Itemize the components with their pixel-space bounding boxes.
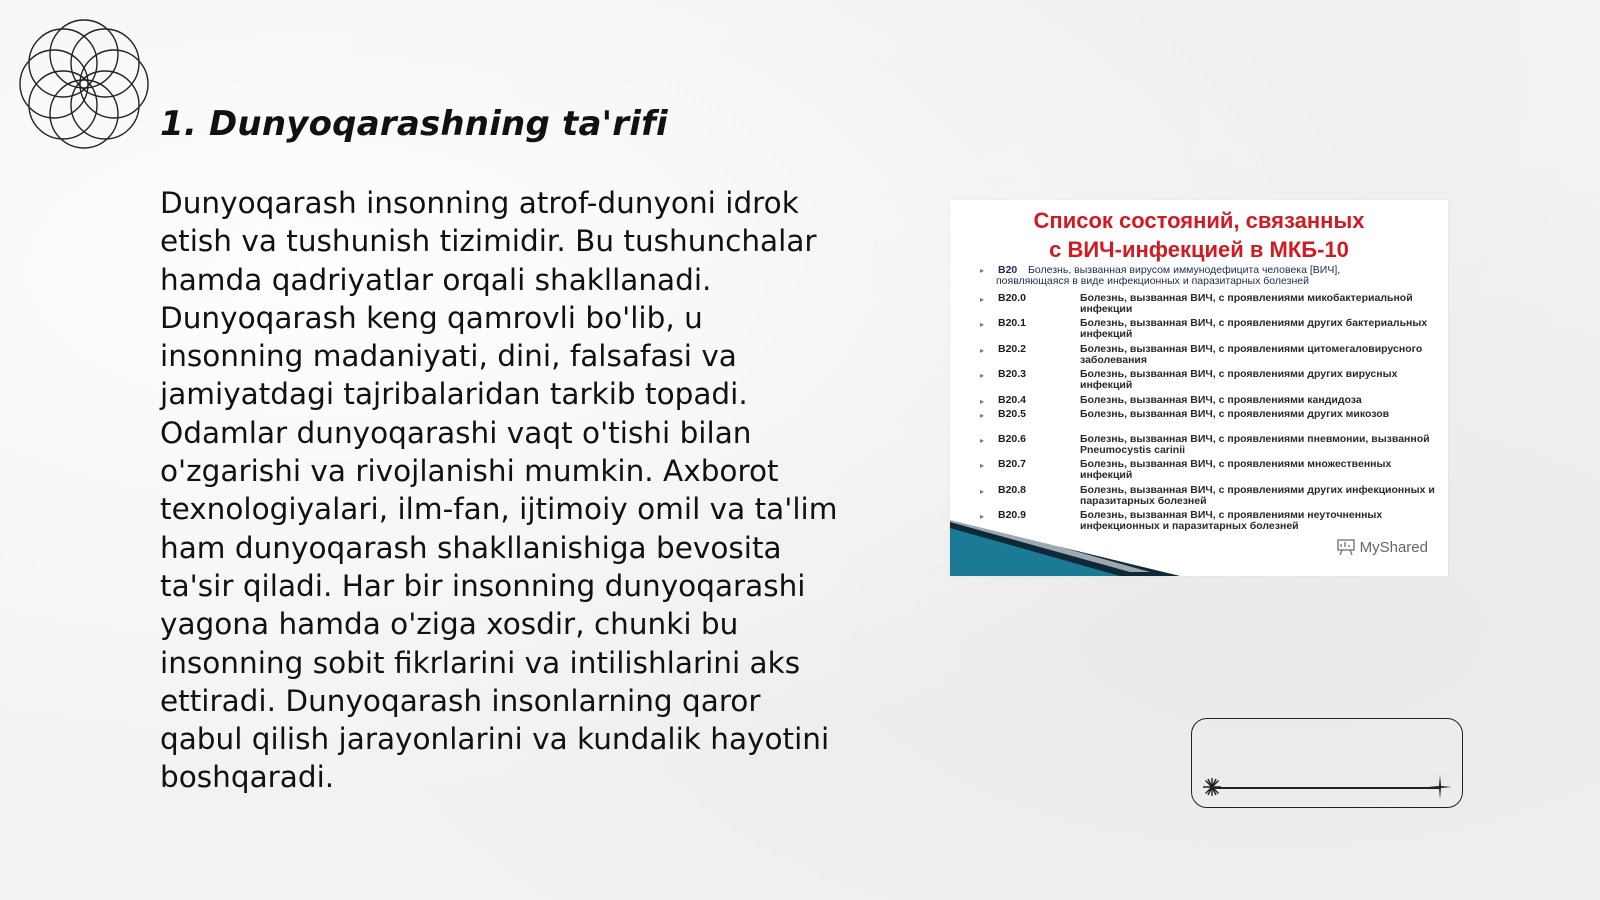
code-label: B20.6 [998,432,1027,445]
code-label: B20.2 [998,342,1027,355]
bullet-icon: ▸ [980,345,985,355]
code-description: Болезнь, вызванная ВИЧ, с проявлениями множественных инфекций [1080,458,1392,482]
bullet-icon: ▸ [980,396,985,406]
starburst-icon [1202,777,1222,797]
bullet-icon: ▸ [980,435,985,445]
code-description: Болезнь, вызванная ВИЧ, с проявлениями других вирусных инфекций [1080,368,1398,392]
sparkle-icon [1428,775,1452,799]
myshared-watermark [1336,538,1428,556]
list-item [980,369,1440,394]
code-description: Болезнь, вызванная ВИЧ, с проявлениями микобактериальной инфекции [1080,292,1413,315]
image-intro-text-line-2: появляющаяся в виде инфекционных и паразитарных болезней [996,275,1309,287]
list-item [980,318,1440,343]
decorative-frame [1191,718,1463,808]
bullet-icon: ▸ [980,461,985,471]
code-label: B20.5 [998,407,1027,420]
watermark-text: MyShared [1359,538,1428,556]
code-description: Болезнь, вызванная ВИЧ, с проявлениями неуточненных инфекционных и паразитарных болезней [1080,509,1383,533]
list-item [980,459,1440,484]
slide-title: 1. Dunyoqarashning ta'rifi [160,104,668,144]
image-title-line-2: с ВИЧ-инфекцией в МКБ-10 [1049,237,1349,262]
slide-body-text: Dunyoqarash insonning atrof-dunyoni idrok etish va tushunish tizimidir. Bu tushunchalar hamda qadriyatlar orqali shakllanadi. Dunyoqarash keng qamrovli bo'lib, u insonning madaniyati, dini, falsafasi va jamiyatdagi tajribalaridan tarkib topadi. Odamlar dunyoqarashi vaqt o'tishi bilan o'zgarishi va rivojlanishi mumkin. Axborot texnologiyalari, ilm-fan, ijtimoiy omil va ta'lim ham dunyoqarash shakllanishiga bevosita ta'sir qiladi. Har bir insonning dunyoqarashi yagona hamda o'ziga xosdir, chunki bu insonning sobit fikrlarini va intilishlarini aks ettiradi. Dunyoqarash insonlarning qaror qabul qilish jarayonlarini va kundalik hayotini boshqaradi. [160,186,838,795]
code-description: Болезнь, вызванная ВИЧ, с проявлениями цитомегаловирусного заболевания [1080,342,1423,366]
bullet-icon: ▸ [980,371,985,381]
list-item [980,395,1440,409]
image-intro-text-line-1: Болезнь, вызванная вирусом иммунодефицита человека [ВИЧ], [1028,264,1341,276]
code-label: B20.9 [998,509,1027,522]
icd-list-image [950,200,1448,576]
decorative-line [1210,787,1440,789]
code-label: B20.1 [998,317,1027,330]
bullet-icon: ▸ [980,266,985,275]
code-label: B20.8 [998,483,1027,496]
bullet-icon: ▸ [980,512,985,522]
code-description: Болезнь, вызванная ВИЧ, с проявлениями кандидоза [1080,393,1362,406]
code-description: Болезнь, вызванная ВИЧ, с проявлениями других инфекционных и паразитарных болезней [1080,483,1435,507]
list-item [980,485,1440,510]
code-description: Болезнь, вызванная ВИЧ, с проявлениями других бактериальных инфекций [1080,317,1428,341]
image-title [950,206,1448,264]
image-title-line-1: Список состояний, связанных [1033,208,1365,233]
bullet-icon: ▸ [980,486,985,496]
image-intro-code: B20 [998,264,1018,276]
presentation-board-icon [1336,538,1356,556]
code-description: Болезнь, вызванная ВИЧ, с проявлениями пневмонии, вызванной Pneumocystis carinii [1080,432,1430,456]
list-item [980,293,1440,318]
list-item [980,409,1440,434]
code-label: B20.7 [998,458,1027,471]
code-description: Болезнь, вызванная ВИЧ, с проявлениями других микозов [1080,407,1390,420]
list-item [980,344,1440,369]
image-code-list [980,293,1440,536]
bullet-icon: ▸ [980,295,985,304]
bullet-icon: ▸ [980,410,985,420]
code-label: B20.0 [998,292,1027,304]
interlaced-circles-icon [10,10,158,158]
bullet-icon: ▸ [980,320,985,330]
code-label: B20.4 [998,393,1027,406]
list-item [980,434,1440,459]
code-label: B20.3 [998,368,1027,381]
image-intro-row [980,265,1435,287]
